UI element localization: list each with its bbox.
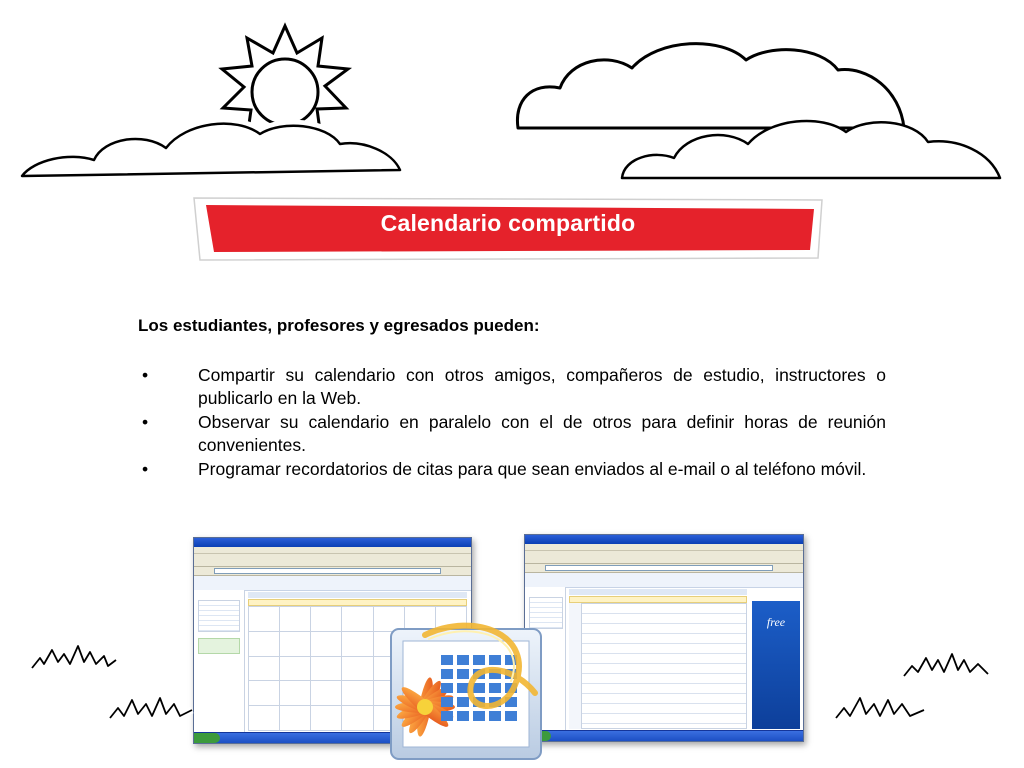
grass-icon — [106, 690, 196, 726]
calendar-app-icon — [385, 615, 560, 765]
grass-icon — [832, 690, 928, 726]
calendar-screenshot-day — [524, 534, 804, 742]
advertisement-banner: free — [752, 601, 800, 729]
list-item — [138, 364, 886, 410]
cloud-icon — [612, 100, 1012, 190]
intro-text: Los estudiantes, profesores y egresados pueden: — [138, 316, 540, 335]
page-title: Calendario compartido — [380, 210, 636, 236]
list-item — [138, 411, 886, 457]
title-banner — [192, 196, 824, 262]
grass-icon — [900, 646, 992, 682]
bullet-text: Observar su calendario en paralelo con el de otros para definir horas de reunión convenientes. — [198, 412, 886, 455]
bullet-marker: • — [142, 412, 149, 432]
bullet-text: Programar recordatorios de citas para que sean enviados al e-mail o al teléfono móvil. — [198, 459, 867, 479]
bullet-marker: • — [142, 365, 149, 385]
content — [138, 316, 886, 482]
bullet-list — [138, 364, 886, 481]
cloud-icon — [14, 100, 414, 190]
bullet-marker: • — [142, 459, 149, 479]
list-item — [138, 458, 886, 481]
grass-icon — [28, 638, 120, 674]
bullet-text: Compartir su calendario con otros amigos, compañeros de estudio, instructores o publicarlo en la Web. — [198, 365, 886, 408]
